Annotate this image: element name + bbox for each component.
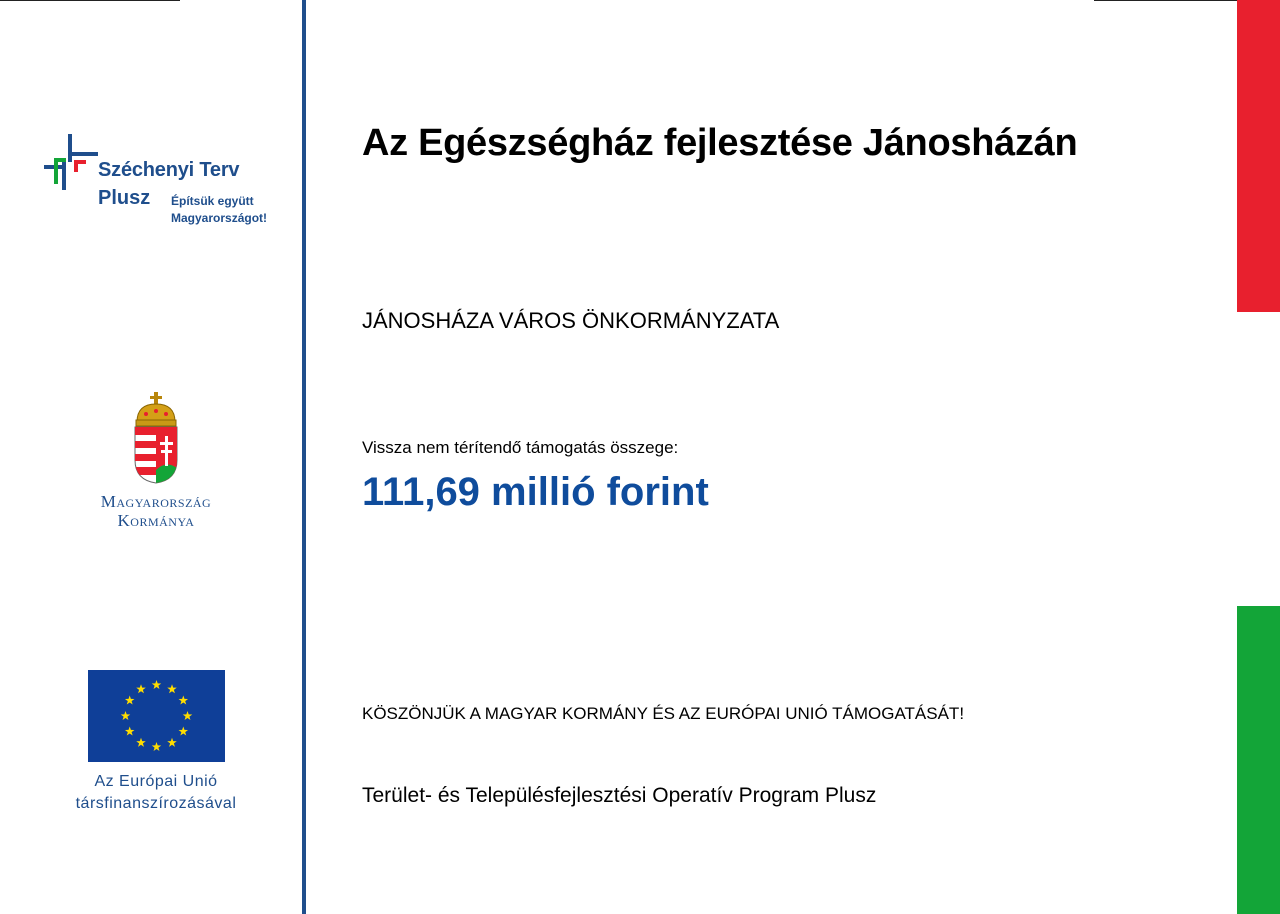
flag-green-stripe <box>1237 606 1280 914</box>
eu-line1: Az Európai Unió <box>94 773 218 790</box>
top-left-rule <box>0 0 180 1</box>
vertical-divider <box>302 0 306 914</box>
beneficiary-name: JÁNOSHÁZA VÁROS ÖNKORMÁNYZATA <box>362 308 780 333</box>
hungarian-coat-of-arms-icon <box>131 392 181 484</box>
szechenyi-tagline <box>171 193 267 227</box>
szechenyi-logo <box>44 132 284 232</box>
eu-stars-ring <box>88 670 225 762</box>
eu-label <box>40 771 272 815</box>
project-title: Az Egészségház fejlesztése Jánosházán <box>362 122 1078 164</box>
government-line2: Kormánya <box>117 511 195 530</box>
program-name: Terület- és Településfejlesztési Operatív Program Plusz <box>362 784 877 807</box>
eu-line2: társfinanszírozásával <box>75 795 237 812</box>
government-label <box>40 492 272 530</box>
szechenyi-tagline-line1: Építsük együtt <box>171 194 254 208</box>
government-line1: Magyarország <box>100 492 212 511</box>
thanks-message: KÖSZÖNJÜK A MAGYAR KORMÁNY ÉS AZ EURÓPAI UNIÓ TÁMOGATÁSÁT! <box>362 704 965 723</box>
flag-red-stripe <box>1237 0 1280 312</box>
eu-flag-icon <box>88 670 225 762</box>
grant-label: Vissza nem térítendő támogatás összege: <box>362 438 679 457</box>
top-right-rule <box>1094 0 1238 1</box>
grant-amount: 111,69 millió forint <box>362 470 709 514</box>
szechenyi-plusz: Plusz <box>98 187 151 209</box>
szechenyi-name: Széchenyi Terv <box>98 159 240 181</box>
szechenyi-tagline-line2: Magyarországot! <box>171 211 268 225</box>
szechenyi-cross-icon <box>44 132 98 192</box>
